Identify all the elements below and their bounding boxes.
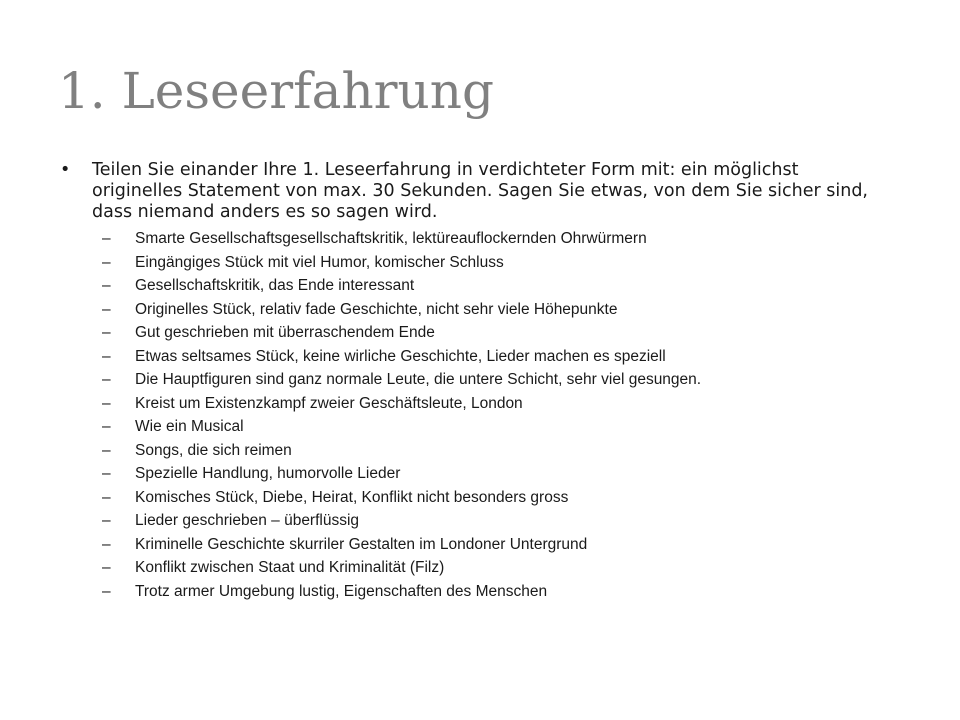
list-item-text: Eingängiges Stück mit viel Humor, komischer Schluss [135,253,504,271]
list-item [58,227,878,251]
dash-marker: – [102,535,111,553]
dash-marker: – [102,324,111,341]
sub-bullet-list [58,227,878,603]
list-item-text: Konflikt zwischen Staat und Kriminalität (Filz) [135,559,445,576]
list-item [58,392,878,416]
dash-marker: – [102,465,111,482]
list-item [58,415,878,439]
list-item [58,533,878,557]
main-bullet-text: Teilen Sie einander Ihre 1. Leseerfahrung in verdichteter Form mit: ein möglichst originelles Statement von max. 30 Sekunden. Sagen Sie etwas, von dem Sie sicher sind, dass niemand anders es so sagen wird. [92,160,868,222]
bullet-marker: • [60,160,71,180]
list-item-text: Komisches Stück, Diebe, Heirat, Konflikt nicht besonders gross [135,488,569,506]
list-item [58,321,878,345]
list-item [58,439,878,463]
list-item-text: Die Hauptfiguren sind ganz normale Leute, die untere Schicht, sehr viel gesungen. [135,371,702,388]
list-item-text: Kriminelle Geschichte skurriler Gestalten im Londoner Untergrund [135,535,588,553]
list-item [58,486,878,510]
list-item [58,274,878,298]
dash-marker: – [102,230,111,247]
dash-marker: – [102,253,111,271]
dash-marker: – [102,371,111,388]
list-item-text: Gut geschrieben mit überraschendem Ende [135,324,435,341]
dash-marker: – [102,488,111,506]
slide-title: 1. Leseerfahrung [58,62,494,120]
list-item-text: Kreist um Existenzkampf zweier Geschäftsleute, London [135,394,523,412]
list-item-text: Gesellschaftskritik, das Ende interessant [135,277,415,294]
dash-marker: – [102,441,111,459]
dash-marker: – [102,512,111,529]
list-item [58,462,878,486]
dash-marker: – [102,582,111,600]
list-item [58,298,878,322]
dash-marker: – [102,418,111,435]
list-item [58,345,878,369]
list-item [58,509,878,533]
list-item-text: Wie ein Musical [135,418,244,435]
list-item-text: Spezielle Handlung, humorvolle Lieder [135,465,401,482]
dash-marker: – [102,394,111,412]
bullet-block [58,160,878,603]
list-item [58,556,878,580]
list-item [58,368,878,392]
dash-marker: – [102,277,111,294]
list-item-text: Lieder geschrieben – überflüssig [135,512,360,529]
list-item [58,580,878,604]
list-item [58,251,878,275]
dash-marker: – [102,300,111,318]
dash-marker: – [102,559,111,576]
dash-marker: – [102,347,111,365]
list-item-text: Originelles Stück, relativ fade Geschichte, nicht sehr viele Höhepunkte [135,300,618,318]
list-item-text: Etwas seltsames Stück, keine wirliche Geschichte, Lieder machen es speziell [135,347,666,365]
main-bullet [58,160,878,223]
list-item-text: Songs, die sich reimen [135,441,292,459]
list-item-text: Trotz armer Umgebung lustig, Eigenschaften des Menschen [135,582,548,600]
list-item-text: Smarte Gesellschaftsgesellschaftskritik, lektüreauflockernden Ohrwürmern [135,230,647,247]
